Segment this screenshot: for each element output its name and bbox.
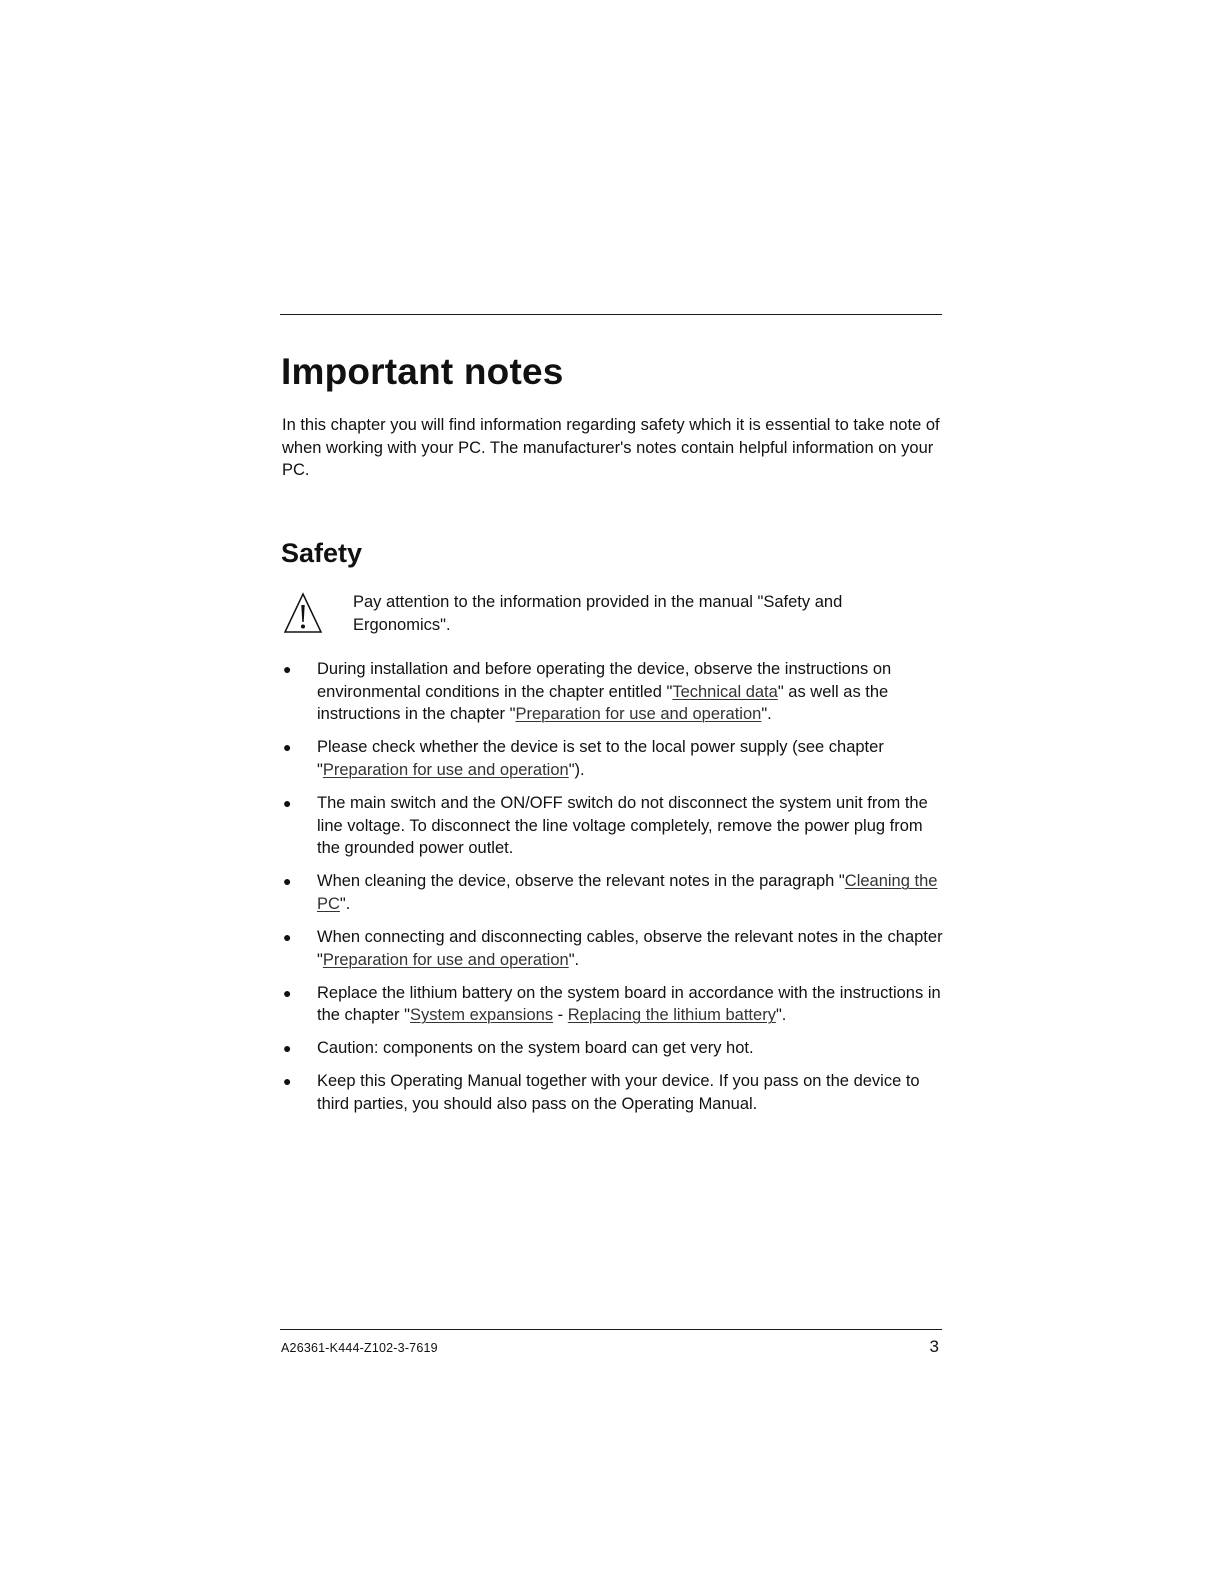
item-text: ". bbox=[775, 1006, 787, 1025]
link-technical-data[interactable]: Technical data bbox=[672, 682, 778, 701]
item-text: ". bbox=[761, 705, 772, 724]
item-text: "). bbox=[568, 760, 585, 779]
link-preparation-for-use[interactable]: Preparation for use and operation bbox=[322, 950, 569, 969]
bullet-dot-icon: ● bbox=[283, 1073, 292, 1090]
bullet-dot-icon: ● bbox=[283, 1040, 292, 1057]
safety-list bbox=[282, 658, 947, 1126]
link-preparation-for-use[interactable]: Preparation for use and operation bbox=[515, 705, 762, 724]
item-text: When cleaning the device, observe the relevant notes in the paragraph " bbox=[317, 872, 845, 891]
link-replacing-lithium-battery[interactable]: Replacing the lithium battery bbox=[567, 1006, 776, 1025]
chapter-intro: In this chapter you will find information regarding safety which it is essential to take note of when working with your PC. The manufacturer's notes contain helpful information on your PC. bbox=[282, 416, 940, 480]
link-cleaning-the-pc[interactable]: Cleaning the PC bbox=[317, 872, 938, 913]
bullet-dot-icon: ● bbox=[283, 873, 292, 890]
bullet-dot-icon: ● bbox=[283, 661, 292, 677]
bullet-dot-icon: ● bbox=[283, 984, 292, 1001]
list-item bbox=[282, 792, 947, 860]
footer-divider bbox=[280, 1329, 942, 1330]
item-text: During installation and before operating the device, observe the instructions on environmental conditions in the chapter entitled " bbox=[317, 660, 892, 701]
list-item bbox=[282, 1070, 947, 1115]
item-text: Please check whether the device is set to the local power supply (see chapter " bbox=[317, 738, 884, 779]
warning-text: Pay attention to the information provided in the manual "Safety and Ergonomics". bbox=[353, 593, 843, 634]
bullet-dot-icon: ● bbox=[283, 928, 292, 945]
item-text: Caution: components on the system board can get very hot. bbox=[317, 1039, 754, 1058]
list-item bbox=[282, 658, 947, 726]
warning-triangle-icon bbox=[283, 591, 323, 635]
item-text: Keep this Operating Manual together with your device. If you pass on the device to third parties, you should also pass on the Operating Manual. bbox=[317, 1072, 920, 1113]
item-text: ". bbox=[568, 950, 580, 969]
link-preparation-for-use[interactable]: Preparation for use and operation bbox=[322, 760, 569, 779]
bullet-dot-icon: ● bbox=[283, 794, 292, 811]
document-code: A26361-K444-Z102-3-7619 bbox=[281, 1341, 438, 1355]
link-system-expansions[interactable]: System expansions bbox=[410, 1006, 554, 1025]
list-item bbox=[282, 870, 947, 915]
list-item bbox=[282, 926, 947, 971]
item-text: The main switch and the ON/OFF switch do not disconnect the system unit from the line voltage. To disconnect the line voltage completely, remove the power plug from the grounded power outlet. bbox=[317, 793, 928, 858]
section-title-safety: Safety bbox=[281, 538, 363, 568]
list-item bbox=[282, 1037, 947, 1060]
chapter-title: Important notes bbox=[281, 351, 564, 392]
bullet-dot-icon: ● bbox=[283, 739, 292, 756]
item-text: " as well as the instructions in the chapter " bbox=[317, 682, 889, 724]
list-item bbox=[282, 736, 947, 781]
top-divider bbox=[280, 314, 942, 315]
page-number: 3 bbox=[929, 1337, 939, 1356]
item-text: When connecting and disconnecting cables, observe the relevant notes in the chapter " bbox=[317, 927, 943, 969]
item-text: Replace the lithium battery on the system board in accordance with the instructions in the chapter " bbox=[317, 983, 941, 1025]
item-text: ". bbox=[339, 894, 351, 913]
item-text: - bbox=[553, 1006, 568, 1025]
list-item bbox=[282, 982, 947, 1027]
